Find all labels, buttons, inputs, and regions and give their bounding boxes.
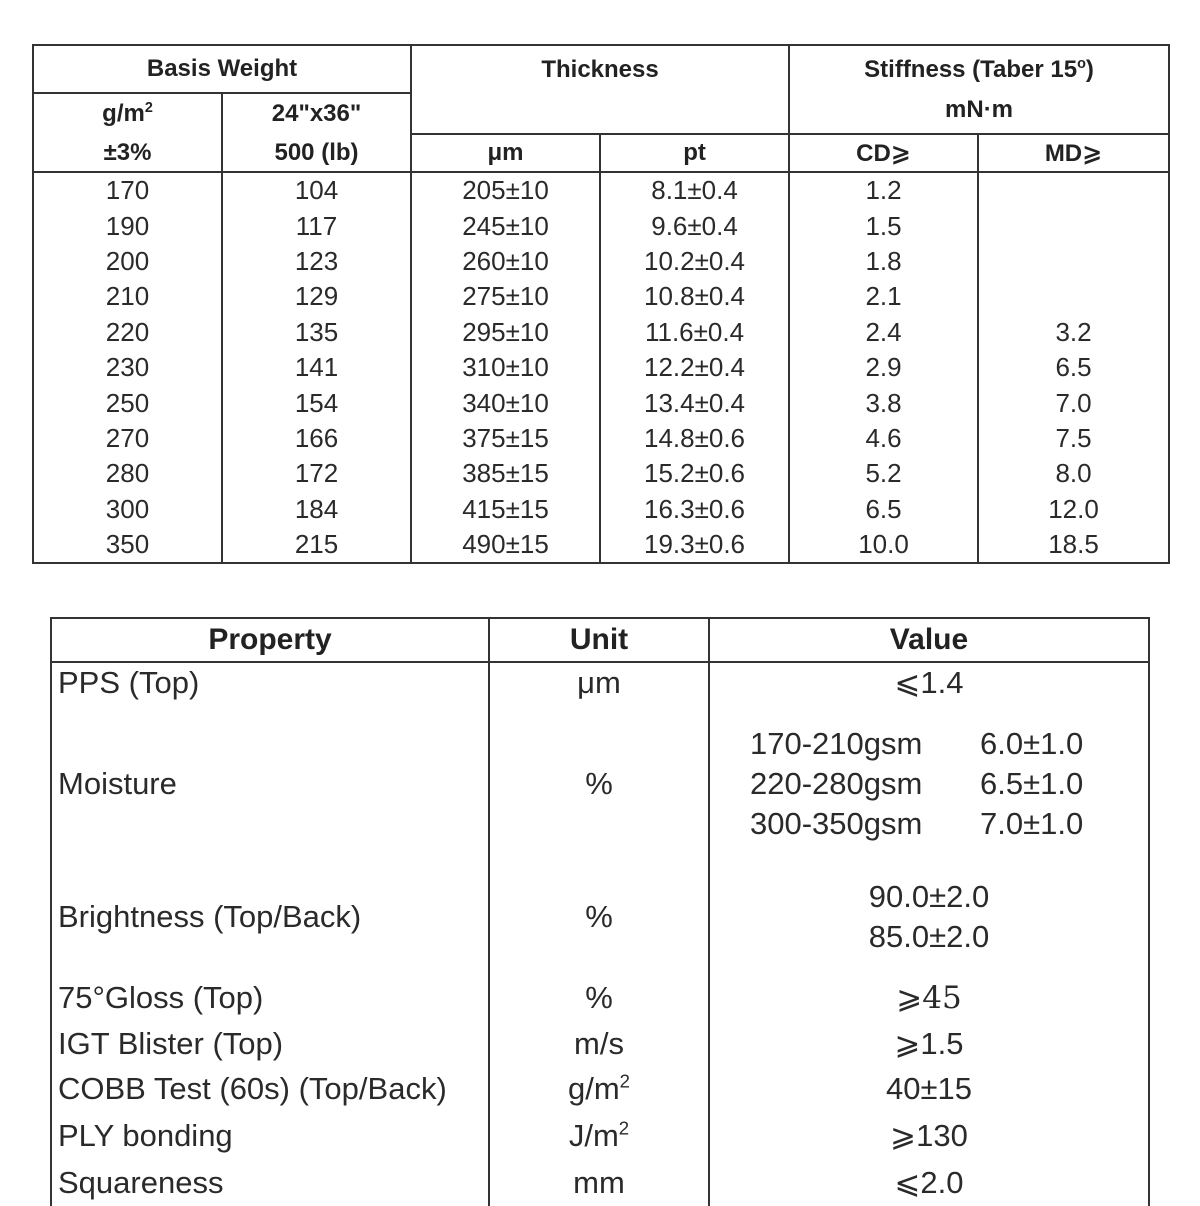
unit-cell <box>489 1066 709 1112</box>
ream-header: 24"x36" <box>222 93 411 134</box>
table-row <box>51 1160 1149 1206</box>
unit-cell: % <box>489 974 709 1022</box>
value-cell: 40±15 <box>709 1066 1149 1112</box>
property-cell: 75°Gloss (Top) <box>51 974 489 1022</box>
property-header: Property <box>51 618 489 662</box>
table-row <box>51 1112 1149 1160</box>
brightness-top-value: 90.0±2.0 <box>868 878 990 914</box>
um-cell: 340±10 <box>411 385 600 420</box>
table-row <box>33 208 1169 243</box>
value-cell: ⩽1.4 <box>709 662 1149 709</box>
value-cell: ⩾45 <box>709 974 1149 1022</box>
gsm-cell: 220 <box>33 315 222 350</box>
unit-header: Unit <box>489 618 709 662</box>
um-cell: 205±10 <box>411 172 600 208</box>
lb-cell: 123 <box>222 244 411 279</box>
stiffness-unit: mN·m <box>945 95 1014 123</box>
table-row <box>51 709 1149 859</box>
value-cell: ⩽2.0 <box>709 1160 1149 1206</box>
md-cell: 7.5 <box>978 421 1169 456</box>
gsm-cell: 250 <box>33 385 222 420</box>
property-spec-table <box>50 617 1150 1206</box>
md-cell: 6.5 <box>978 350 1169 385</box>
property-cell: COBB Test (60s) (Top/Back) <box>51 1066 489 1112</box>
moisture-range: 220-280gsm <box>750 766 923 801</box>
lb-cell: 184 <box>222 492 411 527</box>
md-header: MD⩾ <box>978 134 1169 172</box>
um-cell: 260±10 <box>411 244 600 279</box>
table-row <box>51 662 1149 709</box>
gsm-cell: 210 <box>33 279 222 314</box>
lb-cell: 154 <box>222 385 411 420</box>
pt-cell: 8.1±0.4 <box>600 172 789 208</box>
stiffness-title: Stiffness (Taber 15 <box>864 55 1078 83</box>
md-cell: 3.2 <box>978 315 1169 350</box>
property-cell: Brightness (Top/Back) <box>51 859 489 974</box>
um-cell: 385±15 <box>411 456 600 491</box>
md-cell: 18.5 <box>978 527 1169 563</box>
gsm-cell: 270 <box>33 421 222 456</box>
cd-cell: 2.1 <box>789 279 978 314</box>
unit-sup: 2 <box>618 1117 630 1139</box>
unit-cell <box>489 1112 709 1160</box>
pt-cell: 15.2±0.6 <box>600 456 789 491</box>
table-row <box>33 385 1169 420</box>
unit-cell: mm <box>489 1160 709 1206</box>
um-cell: 275±10 <box>411 279 600 314</box>
unit-text: g/m <box>567 1071 620 1106</box>
um-cell: 295±10 <box>411 315 600 350</box>
table-row <box>33 279 1169 314</box>
pt-cell: 13.4±0.4 <box>600 385 789 420</box>
table-row <box>51 859 1149 974</box>
degree-sup: o <box>1077 55 1086 72</box>
cd-header: CD⩾ <box>789 134 978 172</box>
table-row <box>51 1066 1149 1112</box>
basis-weight-header: Basis Weight <box>33 45 411 93</box>
cd-cell: 1.2 <box>789 172 978 208</box>
gsm-label: g/m <box>102 100 145 127</box>
md-cell <box>978 279 1169 314</box>
cd-cell: 4.6 <box>789 421 978 456</box>
um-cell: 415±15 <box>411 492 600 527</box>
table-row <box>33 350 1169 385</box>
value-cell <box>709 859 1149 974</box>
property-cell: PPS (Top) <box>51 662 489 709</box>
table-row <box>33 456 1169 491</box>
ream-unit-header: 500 (lb) <box>222 134 411 172</box>
pt-cell: 11.6±0.4 <box>600 315 789 350</box>
gsm-cell: 170 <box>33 172 222 208</box>
md-cell: 8.0 <box>978 456 1169 491</box>
md-cell: 12.0 <box>978 492 1169 527</box>
value-header: Value <box>709 618 1149 662</box>
moisture-value: 6.5±1.0 <box>980 766 1084 801</box>
cd-cell: 1.8 <box>789 244 978 279</box>
um-cell: 490±15 <box>411 527 600 563</box>
cd-cell: 1.5 <box>789 208 978 243</box>
unit-cell: % <box>489 859 709 974</box>
moisture-value: 7.0±1.0 <box>980 806 1084 841</box>
unit-text: J/m <box>568 1118 619 1153</box>
stiffness-close: ) <box>1085 55 1094 83</box>
cd-cell: 6.5 <box>789 492 978 527</box>
moisture-value: 6.0±1.0 <box>980 726 1084 761</box>
table-row <box>33 244 1169 279</box>
lb-cell: 135 <box>222 315 411 350</box>
thickness-header: Thickness <box>411 45 789 134</box>
gsm-cell: 200 <box>33 244 222 279</box>
md-cell <box>978 244 1169 279</box>
unit-sup: 2 <box>619 1070 631 1092</box>
value-cell <box>709 709 1149 859</box>
um-cell: 245±10 <box>411 208 600 243</box>
tolerance-header: ±3% <box>33 134 222 172</box>
cd-cell: 2.9 <box>789 350 978 385</box>
table-row <box>33 315 1169 350</box>
table-row <box>33 492 1169 527</box>
md-cell <box>978 208 1169 243</box>
lb-cell: 117 <box>222 208 411 243</box>
table-row <box>33 527 1169 563</box>
basis-weight-spec-table <box>32 44 1170 564</box>
gsm-cell: 230 <box>33 350 222 385</box>
pt-cell: 10.8±0.4 <box>600 279 789 314</box>
lb-cell: 166 <box>222 421 411 456</box>
unit-cell: μm <box>489 662 709 709</box>
unit-cell: m/s <box>489 1022 709 1066</box>
stiffness-header <box>789 45 1169 134</box>
um-cell: 310±10 <box>411 350 600 385</box>
cd-cell: 5.2 <box>789 456 978 491</box>
pt-header: pt <box>600 134 789 172</box>
gsm-cell: 280 <box>33 456 222 491</box>
lb-cell: 141 <box>222 350 411 385</box>
lb-cell: 104 <box>222 172 411 208</box>
brightness-back-value: 85.0±2.0 <box>868 918 990 954</box>
pt-cell: 16.3±0.6 <box>600 492 789 527</box>
cd-cell: 10.0 <box>789 527 978 563</box>
table-row <box>33 172 1169 208</box>
lb-cell: 172 <box>222 456 411 491</box>
property-cell: Squareness <box>51 1160 489 1206</box>
gsm-header <box>33 93 222 134</box>
value-cell: ⩾130 <box>709 1112 1149 1160</box>
property-cell: IGT Blister (Top) <box>51 1022 489 1066</box>
value-cell: ⩾1.5 <box>709 1022 1149 1066</box>
table-row <box>51 974 1149 1022</box>
property-cell: PLY bonding <box>51 1112 489 1160</box>
md-cell: 7.0 <box>978 385 1169 420</box>
pt-cell: 12.2±0.4 <box>600 350 789 385</box>
um-cell: 375±15 <box>411 421 600 456</box>
md-cell <box>978 172 1169 208</box>
unit-cell: % <box>489 709 709 859</box>
gsm-cell: 190 <box>33 208 222 243</box>
gsm-sup: 2 <box>144 100 153 116</box>
property-cell: Moisture <box>51 709 489 859</box>
pt-cell: 9.6±0.4 <box>600 208 789 243</box>
gsm-cell: 300 <box>33 492 222 527</box>
cd-cell: 3.8 <box>789 385 978 420</box>
pt-cell: 14.8±0.6 <box>600 421 789 456</box>
pt-cell: 19.3±0.6 <box>600 527 789 563</box>
lb-cell: 129 <box>222 279 411 314</box>
pt-cell: 10.2±0.4 <box>600 244 789 279</box>
moisture-range: 170-210gsm <box>750 726 923 761</box>
cd-cell: 2.4 <box>789 315 978 350</box>
moisture-range: 300-350gsm <box>750 806 923 841</box>
lb-cell: 215 <box>222 527 411 563</box>
gsm-cell: 350 <box>33 527 222 563</box>
table-row <box>33 421 1169 456</box>
um-header: μm <box>411 134 600 172</box>
table-row <box>51 1022 1149 1066</box>
